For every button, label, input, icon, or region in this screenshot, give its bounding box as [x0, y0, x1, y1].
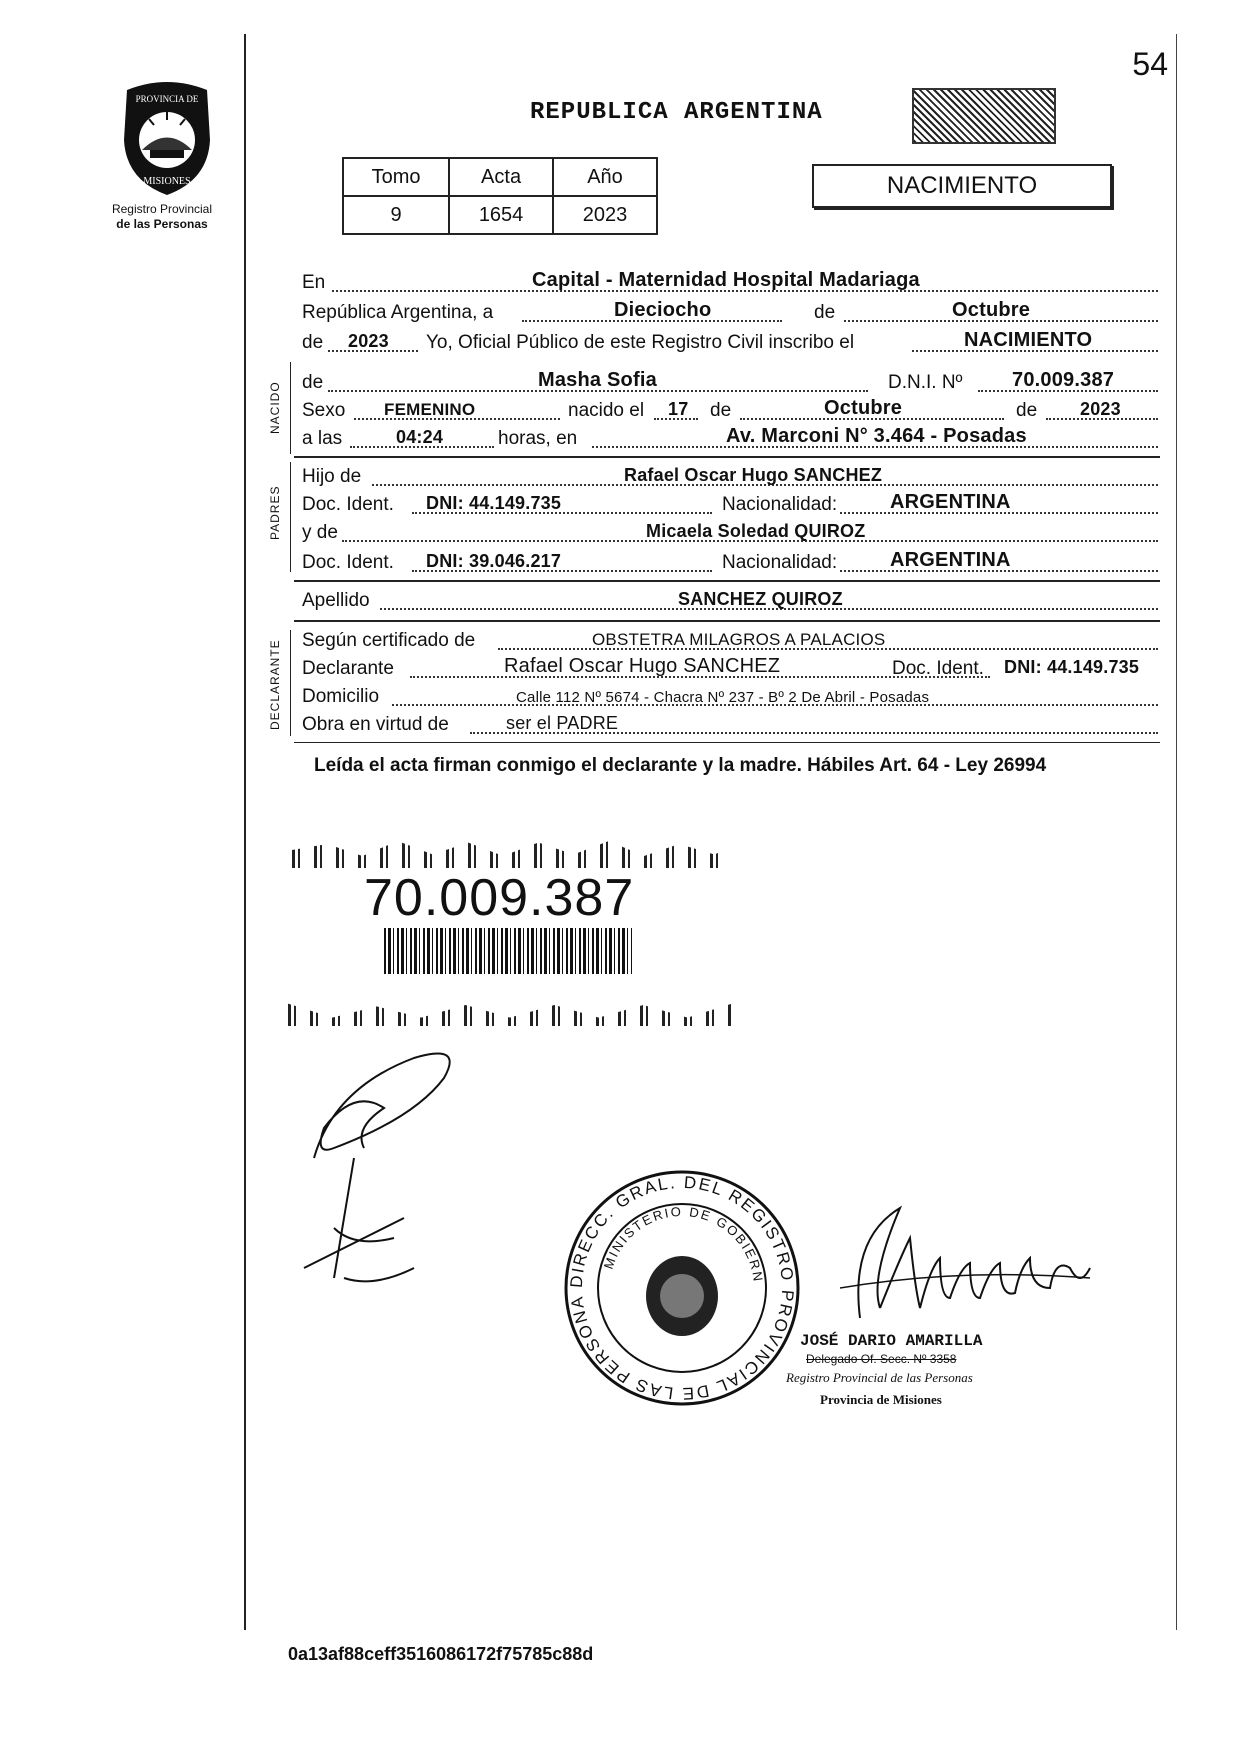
label-nacido-el: nacido el [568, 400, 645, 421]
section-divider [294, 620, 1160, 622]
official-province: Provincia de Misiones [820, 1392, 942, 1407]
svg-text:MISIONES: MISIONES [143, 176, 191, 187]
label-domicilio: Domicilio [302, 686, 380, 707]
label-hijo-de: Hijo de [302, 466, 362, 487]
value-domicilio: Calle 112 Nº 5674 - Chacra Nº 237 - Bº 2 De Abril - Posadas [516, 689, 930, 706]
row-obra [302, 710, 1158, 738]
document-hash: 0a13af88ceff3516086172f75785c88d [288, 1644, 594, 1664]
label-a-las: a las [302, 428, 343, 449]
label-apellido: Apellido [302, 590, 370, 611]
row-mother-doc [302, 548, 1158, 576]
svg-text:MINISTERIO DE GOBIERNO: MINISTERIO DE GOBIERN [600, 1203, 766, 1284]
section-bracket [290, 362, 291, 454]
label-de: de [1016, 400, 1038, 421]
value-record-type: NACIMIENTO [964, 329, 1093, 351]
official-signature [840, 1198, 1100, 1328]
side-label-nacido: NACIDO [268, 381, 282, 434]
value-apellido: SANCHEZ QUIROZ [678, 589, 843, 609]
barcode-number: 70.009.387 [364, 869, 635, 927]
label-nacionalidad: Nacionalidad: [722, 552, 838, 573]
value-birth-year: 2023 [1080, 399, 1121, 419]
label-dni: D.N.I. Nº [888, 372, 963, 393]
value-certificado: OBSTETRA MILAGROS A PALACIOS [592, 630, 886, 649]
value-mother: Micaela Soledad QUIROZ [646, 521, 866, 541]
row-sex-birth [302, 396, 1158, 424]
row-name [302, 368, 1158, 396]
official-name: JOSÉ DARIO AMARILLA [800, 1332, 983, 1350]
label-doc-ident: Doc. Ident. [302, 494, 394, 515]
row-father-doc [302, 490, 1158, 518]
label-de: de [302, 372, 324, 393]
row-place [302, 268, 1158, 296]
label-obra: Obra en virtud de [302, 714, 449, 735]
official-org: Registro Provincial de las Personas [786, 1370, 973, 1385]
svg-text:DIRECC. GRAL. DEL REGISTRO PRO: DIRECC. GRAL. DEL REGISTRO PROVINCIAL DE LAS PERSONA [566, 1172, 798, 1404]
closing-text: Leída el acta firman conmigo el declarante y la madre. Hábiles Art. 64 - Ley 26994 [314, 755, 1047, 776]
label-sexo: Sexo [302, 400, 346, 421]
svg-text:PROVINCIA DE: PROVINCIA DE [135, 94, 199, 104]
value-place: Capital - Maternidad Hospital Madariaga [532, 269, 920, 291]
row-father [302, 462, 1158, 490]
page-number: 54 [1132, 46, 1168, 82]
label-declarante: Declarante [302, 658, 394, 679]
value-birth-month: Octubre [824, 397, 903, 419]
row-apellido [302, 586, 1158, 614]
row-domicilio [302, 682, 1158, 710]
label-doc-ident: Doc. Ident. [302, 552, 394, 573]
label-official-text: Yo, Oficial Público de este Registro Civil inscribo el [426, 332, 855, 353]
section-bracket [290, 462, 291, 572]
row-time-place [302, 424, 1158, 452]
label-horas: horas, en [498, 428, 578, 449]
label-republic: República Argentina, a [302, 302, 494, 323]
section-divider [294, 742, 1160, 743]
label-doc-ident: Doc. Ident. [892, 658, 984, 679]
province-logo [112, 80, 222, 200]
value-birth-day: 17 [668, 399, 689, 419]
value-month: Octubre [952, 299, 1031, 321]
value-mother-nationality: ARGENTINA [890, 549, 1011, 571]
security-seal [912, 88, 1056, 144]
table-header-cell: Tomo [343, 158, 449, 196]
side-label-padres: PADRES [268, 485, 282, 540]
document-type-box [812, 164, 1112, 208]
row-certificado [302, 626, 1158, 654]
province-emblem-icon [112, 80, 222, 200]
value-child-dni: 70.009.387 [1012, 369, 1115, 391]
section-divider [294, 580, 1160, 582]
value-father: Rafael Oscar Hugo SANCHEZ [624, 465, 883, 485]
value-father-doc: DNI: 44.149.735 [426, 493, 562, 513]
table-cell: 1654 [449, 196, 553, 234]
label-de: de [710, 400, 732, 421]
barcode-border-bottom [288, 998, 732, 1026]
label-de: de [302, 332, 324, 353]
barcode [384, 928, 632, 974]
value-father-nationality: ARGENTINA [890, 491, 1011, 513]
table-cell: 9 [343, 196, 449, 234]
row-mother [302, 518, 1158, 546]
value-obra: ser el PADRE [506, 713, 619, 733]
label-en: En [302, 272, 326, 293]
value-sexo: FEMENINO [384, 400, 476, 419]
logo-org-line2: de las Personas [116, 217, 208, 231]
side-label-declarante: DECLARANTE [268, 639, 282, 730]
section-divider [294, 456, 1160, 458]
declarant-signature [294, 1048, 494, 1288]
official-role: Delegado Of. Secc. Nº 3358 [806, 1352, 957, 1366]
table-header-cell: Acta [449, 158, 553, 196]
row-date [302, 298, 1158, 326]
row-official [302, 328, 1158, 356]
registry-table [342, 157, 658, 235]
official-stamp [562, 1168, 802, 1408]
table-header-cell: Año [553, 158, 657, 196]
section-bracket [290, 630, 291, 736]
page-title: REPUBLICA ARGENTINA [530, 99, 823, 126]
value-birth-time: 04:24 [396, 427, 444, 447]
label-certificado: Según certificado de [302, 630, 476, 651]
value-mother-doc: DNI: 39.046.217 [426, 551, 562, 571]
registry-table-row [343, 196, 657, 234]
table-cell: 2023 [553, 196, 657, 234]
row-declarante [302, 654, 1158, 682]
value-day-words: Dieciocho [614, 299, 712, 321]
barcode-border-top [292, 838, 732, 868]
right-margin-line [1176, 34, 1177, 1630]
left-margin-line [244, 34, 246, 1630]
label-y-de: y de [302, 522, 338, 543]
value-child-name: Masha Sofia [538, 369, 657, 391]
value-birth-place: Av. Marconi N° 3.464 - Posadas [726, 425, 1027, 447]
value-declarante: Rafael Oscar Hugo SANCHEZ [504, 655, 781, 677]
label-de: de [814, 302, 836, 323]
value-declarante-doc: DNI: 44.149.735 [1004, 657, 1140, 677]
value-year: 2023 [348, 331, 389, 351]
registry-table-header [343, 158, 657, 196]
logo-org-line1: Registro Provincial [111, 202, 213, 216]
document-type-label: NACIMIENTO [886, 172, 1038, 199]
label-nacionalidad: Nacionalidad: [722, 494, 838, 515]
